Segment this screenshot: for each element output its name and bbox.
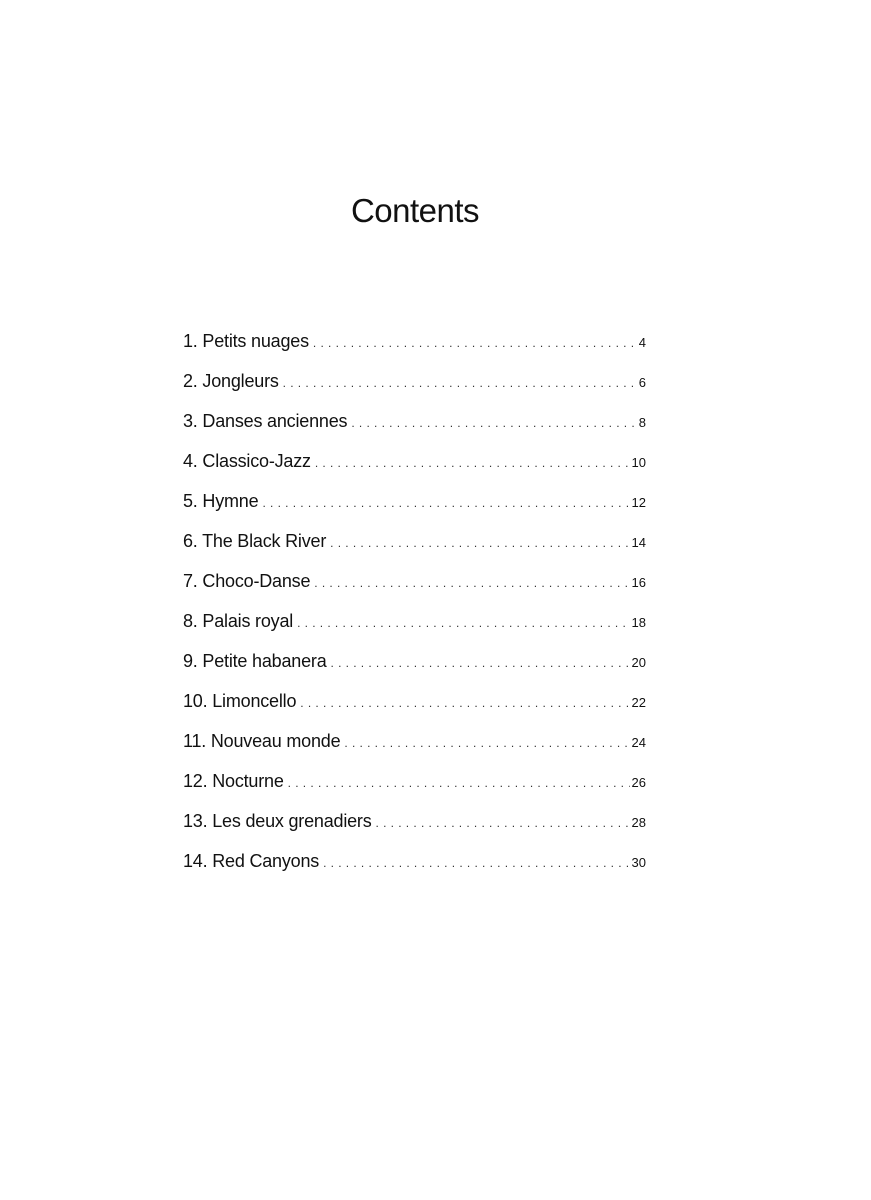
dot-leader: [314, 569, 629, 597]
dot-leader: [344, 729, 629, 757]
toc-entry-page: 30: [631, 855, 646, 870]
toc-entry-title: 10. Limoncello: [183, 691, 297, 711]
toc-entry: [183, 567, 646, 607]
toc-entry-page: 8: [638, 415, 646, 430]
toc-entry: [183, 807, 646, 847]
toc-entry-title: 2. Jongleurs: [183, 371, 279, 391]
toc-entry-page: 6: [638, 375, 646, 390]
dot-leader: [283, 369, 637, 397]
toc-entry-title: 5. Hymne: [183, 491, 259, 511]
toc-entry: [183, 687, 646, 727]
toc-entry: [183, 487, 646, 527]
dot-leader: [300, 689, 629, 717]
toc-entry-title: 7. Choco-Danse: [183, 571, 311, 591]
toc-entry-title: 12. Nocturne: [183, 771, 284, 791]
toc-entry-page: 18: [631, 615, 646, 630]
toc-entry-title: 13. Les deux grenadiers: [183, 811, 372, 831]
toc-entry-page: 16: [631, 575, 646, 590]
toc-entry: [183, 407, 646, 447]
toc-entry: [183, 607, 646, 647]
page-title: Contents: [350, 192, 480, 229]
dot-leader: [315, 449, 630, 477]
toc-entry-title: 1. Petits nuages: [183, 331, 309, 351]
toc-entry: [183, 527, 646, 567]
dot-leader: [330, 529, 629, 557]
toc-entry: [183, 327, 646, 367]
toc-entry: [183, 727, 646, 767]
toc-entry: [183, 367, 646, 407]
toc-entry-page: 12: [631, 495, 646, 510]
toc-entry-title: 4. Classico-Jazz: [183, 451, 311, 471]
toc-entry-page: 22: [631, 695, 646, 710]
dot-leader: [288, 769, 630, 797]
toc-entry-title: 3. Danses anciennes: [183, 411, 348, 431]
dot-leader: [297, 609, 629, 637]
dot-leader: [351, 409, 636, 437]
toc-entry-page: 28: [631, 815, 646, 830]
toc-entry-page: 26: [631, 775, 646, 790]
toc-entry-title: 11. Nouveau monde: [183, 731, 341, 751]
table-of-contents: [183, 327, 646, 887]
toc-entry-page: 10: [631, 455, 646, 470]
toc-entry: [183, 847, 646, 887]
dot-leader: [376, 809, 630, 837]
toc-entry-title: 9. Petite habanera: [183, 651, 327, 671]
toc-entry-page: 20: [631, 655, 646, 670]
toc-entry-title: 8. Palais royal: [183, 611, 294, 631]
toc-entry-page: 4: [638, 335, 646, 350]
dot-leader: [313, 329, 637, 357]
toc-entry: [183, 647, 646, 687]
toc-entry-page: 14: [631, 535, 646, 550]
toc-entry-page: 24: [631, 735, 646, 750]
toc-entry: [183, 447, 646, 487]
toc-entry: [183, 767, 646, 807]
toc-entry-title: 14. Red Canyons: [183, 851, 320, 871]
dot-leader: [262, 489, 629, 517]
dot-leader: [323, 849, 629, 877]
toc-entry-title: 6. The Black River: [183, 531, 327, 551]
dot-leader: [331, 649, 630, 677]
